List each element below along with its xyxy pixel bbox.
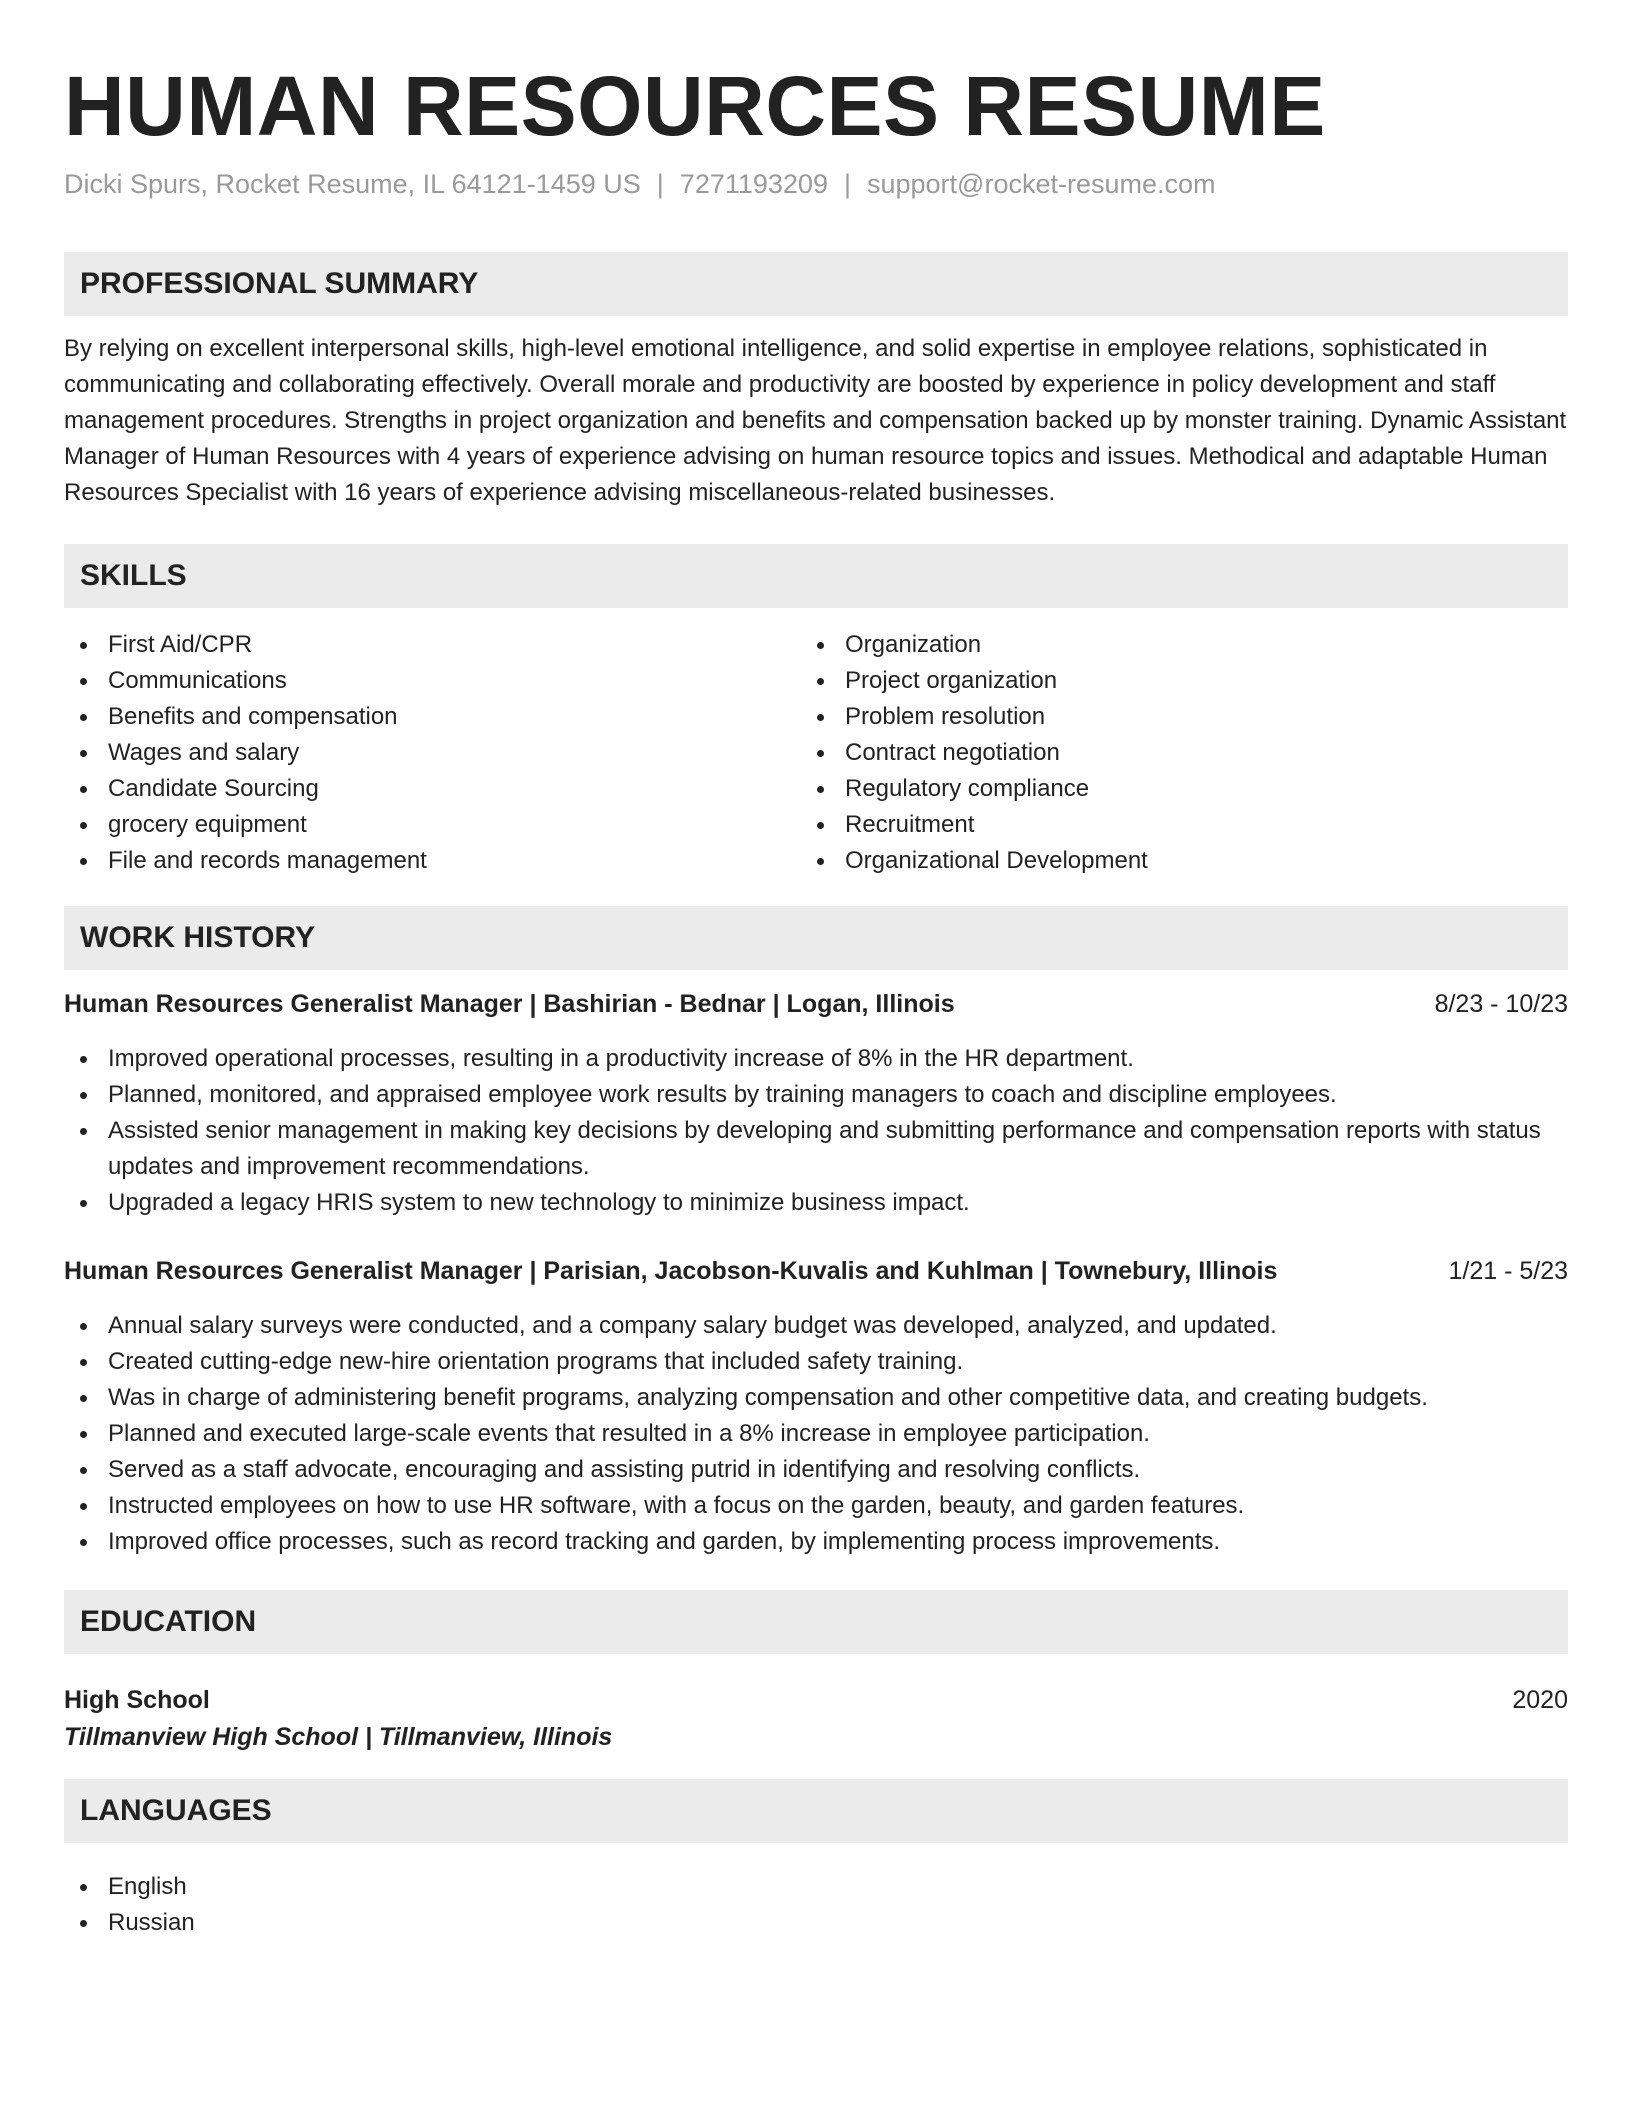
job-bullets (64, 1308, 1568, 1560)
education-heading: EDUCATION (64, 1590, 1568, 1654)
job-bullet: Assisted senior management in making key decisions by developing and submitting performance and compensation reports with status updates and improvement recommendations. (64, 1113, 1568, 1185)
job-bullet: Improved operational processes, resulting in a productivity increase of 8% in the HR department. (64, 1041, 1568, 1077)
skill-item: Regulatory compliance (801, 771, 1501, 807)
skill-item: Recruitment (801, 807, 1501, 843)
contact-separator: | (843, 169, 851, 199)
skill-item: First Aid/CPR (64, 627, 764, 663)
job-title: Human Resources Generalist Manager | Parisian, Jacobson-Kuvalis and Kuhlman | Townebury, Illinois (64, 1257, 1278, 1285)
summary-text: By relying on excellent interpersonal skills, high-level emotional intelligence, and solid expertise in employee relations, sophisticated in communicating and collaborating effectively. Overall morale and productivity are boosted by experience in policy development and staff management procedures. Strengths in project organization and benefits and compensation backed up by monster training. Dynamic Assistant Manager of Human Resources with 4 years of experience advising on human resource topics and issues. Methodical and adaptable Human Resources Specialist with 16 years of experience advising miscellaneous-related businesses. (64, 335, 1567, 506)
languages-list (64, 1869, 764, 1941)
skill-item: Problem resolution (801, 699, 1501, 735)
skill-item: Contract negotiation (801, 735, 1501, 771)
contact-phone: 7271193209 (679, 169, 828, 199)
job-bullet: Planned, monitored, and appraised employee work results by training managers to coach and discipline employees. (64, 1077, 1568, 1113)
languages-heading: LANGUAGES (64, 1779, 1568, 1843)
skills-list-left (64, 627, 764, 879)
education-year: 2020 (1512, 1686, 1568, 1714)
education-school: Tillmanview High School | Tillmanview, Illinois (64, 1723, 613, 1751)
contact-address: Dicki Spurs, Rocket Resume, IL 64121-1459 US (64, 169, 641, 199)
job-dates: 1/21 - 5/23 (1448, 1257, 1568, 1285)
job-title: Human Resources Generalist Manager | Bashirian - Bednar | Logan, Illinois (64, 990, 955, 1018)
contact-email[interactable]: support@rocket-resume.com (866, 169, 1216, 199)
language-item: Russian (64, 1905, 764, 1941)
job-bullet: Instructed employees on how to use HR software, with a focus on the garden, beauty, and garden features. (64, 1488, 1568, 1524)
skill-item: Benefits and compensation (64, 699, 764, 735)
work-heading: WORK HISTORY (64, 906, 1568, 970)
skills-list-right (801, 627, 1501, 879)
job-bullet: Was in charge of administering benefit programs, analyzing compensation and other competitive data, and creating budgets. (64, 1380, 1568, 1416)
skill-item: grocery equipment (64, 807, 764, 843)
skills-heading: SKILLS (64, 544, 1568, 608)
skill-item: File and records management (64, 843, 764, 879)
job-header (64, 986, 1568, 1022)
education-degree: High School (64, 1686, 210, 1714)
contact-line (64, 166, 1216, 202)
skill-item: Candidate Sourcing (64, 771, 764, 807)
skill-item: Organization (801, 627, 1501, 663)
job-bullets (64, 1041, 1568, 1221)
language-item: English (64, 1869, 764, 1905)
job-bullet: Served as a staff advocate, encouraging and assisting putrid in identifying and resolving conflicts. (64, 1452, 1568, 1488)
job-dates: 8/23 - 10/23 (1434, 990, 1568, 1018)
skill-item: Communications (64, 663, 764, 699)
resume-title: HUMAN RESOURCES RESUME (64, 59, 1326, 153)
job-bullet: Improved office processes, such as record tracking and garden, by implementing process improvements. (64, 1524, 1568, 1560)
job-bullet: Annual salary surveys were conducted, and a company salary budget was developed, analyzed, and updated. (64, 1308, 1568, 1344)
job-bullet: Upgraded a legacy HRIS system to new technology to minimize business impact. (64, 1185, 1568, 1221)
job-bullet: Planned and executed large-scale events that resulted in a 8% increase in employee participation. (64, 1416, 1568, 1452)
job-header (64, 1253, 1568, 1289)
skill-item: Organizational Development (801, 843, 1501, 879)
contact-separator: | (656, 169, 664, 199)
skill-item: Wages and salary (64, 735, 764, 771)
summary-heading: PROFESSIONAL SUMMARY (64, 252, 1568, 316)
skill-item: Project organization (801, 663, 1501, 699)
job-bullet: Created cutting-edge new-hire orientation programs that included safety training. (64, 1344, 1568, 1380)
